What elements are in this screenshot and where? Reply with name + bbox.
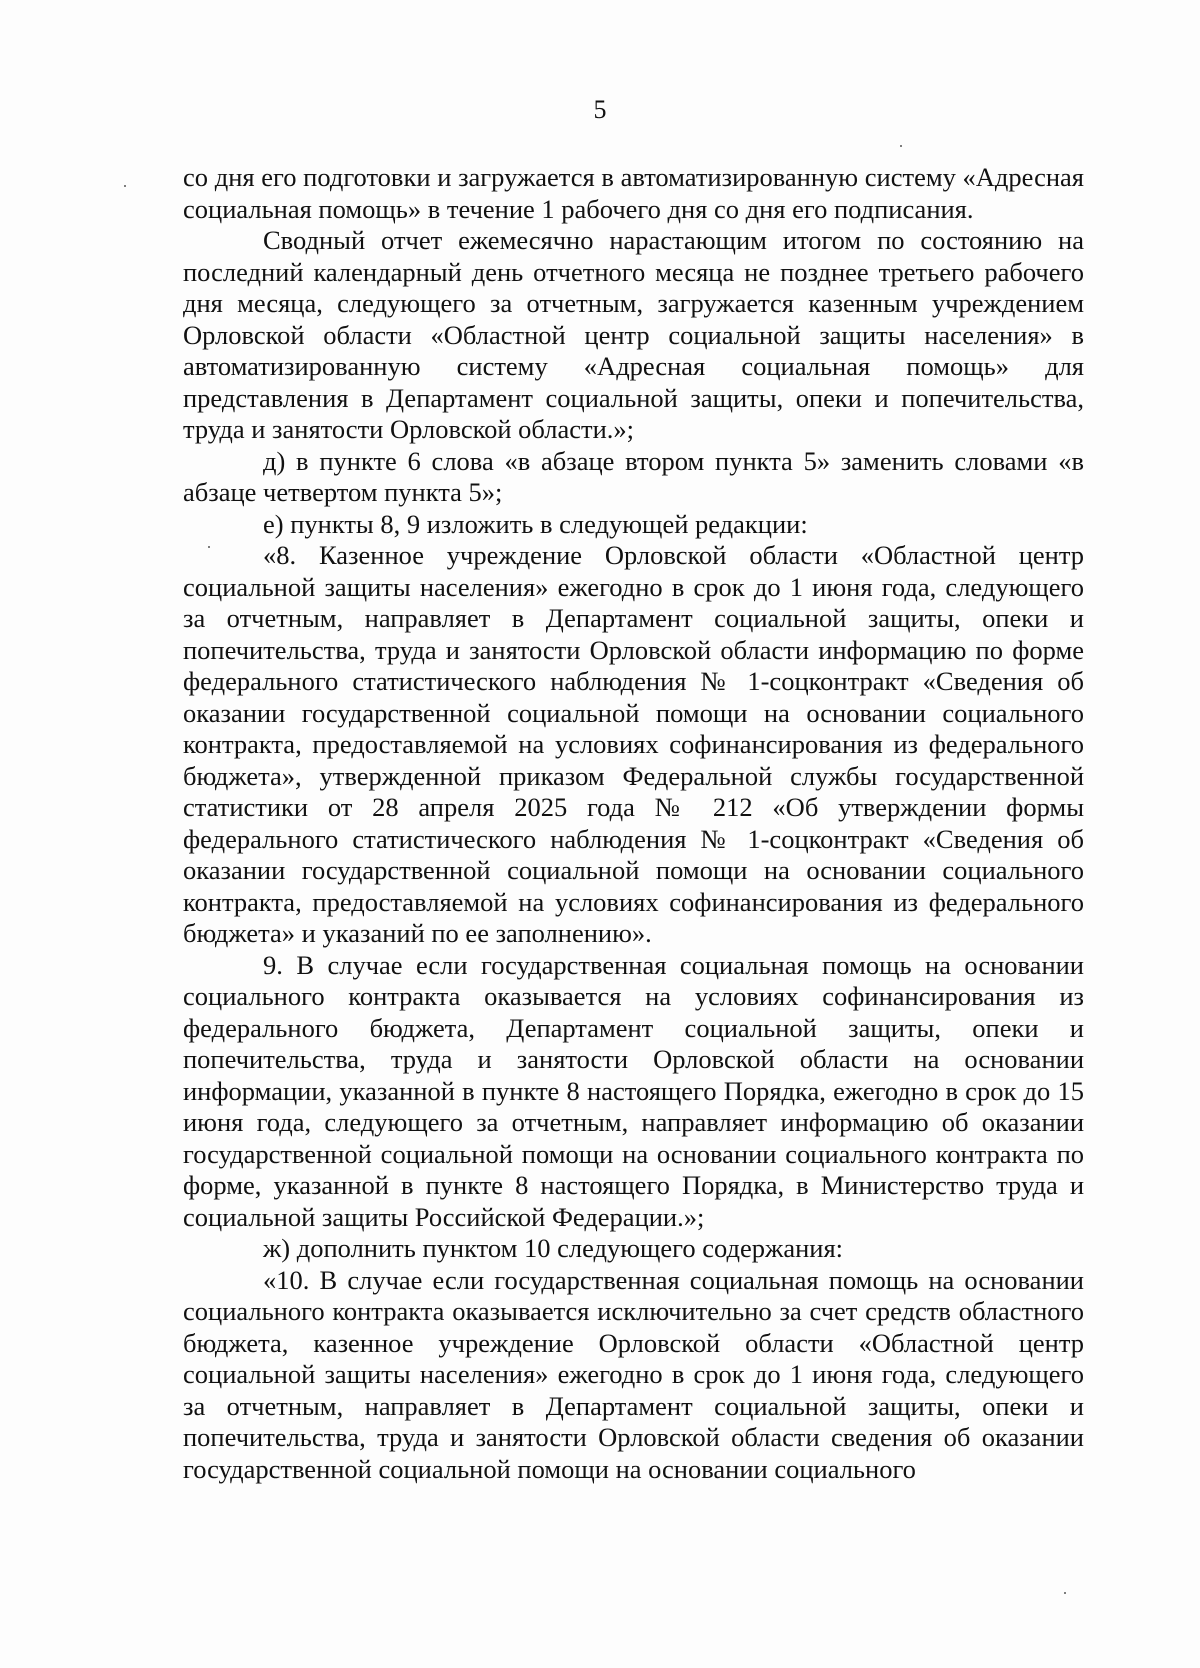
scan-speck: [124, 185, 126, 187]
document-body: [183, 162, 1084, 1485]
paragraph-item-e: е) пункты 8, 9 изложить в следующей редакции:: [263, 508, 808, 539]
scan-speck: [900, 145, 902, 147]
paragraph-point-9: 9. В случае если государственная социальная помощь на основании социального контракта оказывается на условиях софинансирования из федерального бюджета, Департамент социальной защиты, опеки и попечительства, труда и занятости Орловской области на основании информации, указанной в пункте 8 настоящего Порядка, ежегодно в срок до 15 июня года, следующего за отчетным, направляет информацию об оказании государственной социальной помощи на основании социального контракта по форме, указанной в пункте 8 настоящего Порядка, в Министерство труда и социальной защиты Российской Федерации.»;: [183, 949, 1084, 1232]
paragraph-point-10: «10. В случае если государственная социальная помощь на основании социального контракта оказывается исключительно за счет средств областного бюджета, казенное учреждение Орловской области «Областной центр социальной защиты населения» ежегодно в срок до 1 июня года, следующего за отчетным, направляет в Департамент социальной защиты, опеки и попечительства, труда и занятости Орловской области сведения об оказании государственной социальной помощи на основании социального: [183, 1264, 1084, 1484]
page-number: 5: [593, 95, 607, 124]
paragraph-summary-report: Сводный отчет ежемесячно нарастающим итогом по состоянию на последний календарный день отчетного месяца не позднее третьего рабочего дня месяца, следующего за отчетным, загружается казенным учреждением Орловской области «Областной центр социальной защиты населения» в автоматизированную систему «Адресная социальная помощь» для представления в Департамент социальной защиты, опеки и попечительства, труда и занятости Орловской области.»;: [183, 225, 1084, 444]
scan-speck: [1064, 1592, 1066, 1594]
paragraph-item-zh: ж) дополнить пунктом 10 следующего содержания:: [263, 1233, 843, 1263]
scan-speck: [208, 546, 210, 548]
paragraph-item-d: д) в пункте 6 слова «в абзаце втором пункта 5» заменить словами «в абзаце четвертом пункта 5»;: [183, 445, 1084, 507]
paragraph-point-8: «8. Казенное учреждение Орловской области «Областной центр социальной защиты населения» ежегодно в срок до 1 июня года, следующего за отчетным, направляет в Департамент социальной защиты, опеки и попечительства, труда и занятости Орловской области информацию по форме федерального статистического наблюдения № 1-соцконтракт «Сведения об оказании государственной социальной помощи на основании социального контракта, предоставляемой на условиях софинансирования из федерального бюджета», утвержденной приказом Федеральной службы государственной статистики от 28 апреля 2025 года № 212 «Об утверждении формы федерального статистического наблюдения № 1-соцконтракт «Сведения об оказании государственной социальной помощи на основании социального контракта, предоставляемой на условиях софинансирования из федерального бюджета» и указаний по ее заполнению».: [183, 540, 1084, 948]
paragraph-continuation: со дня его подготовки и загружается в автоматизированную систему «Адресная социальная помощь» в течение 1 рабочего дня со дня его подписания.: [183, 162, 1084, 224]
